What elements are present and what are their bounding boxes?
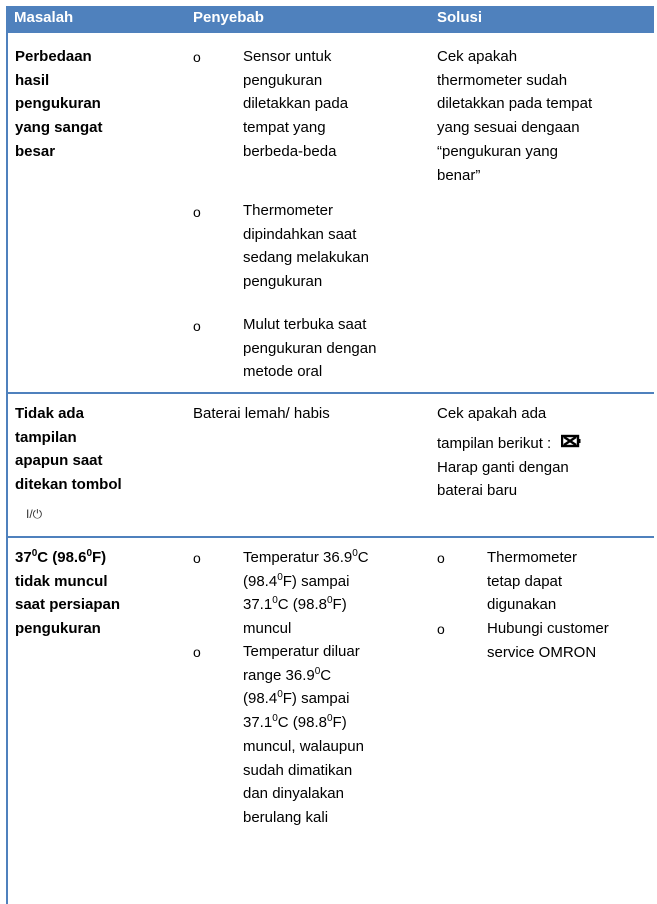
table-header <box>6 6 654 33</box>
solution-item: Hubungi customer service OMRON <box>487 620 609 661</box>
cause-item: Mulut terbuka saat pengukuran dengan metode oral <box>243 316 377 381</box>
cause-item: Temperatur 36.9$^0$C (98.4$^0$F) sampai 37.1$^0$C (98.8$^0$F) muncul <box>243 548 369 638</box>
battery-empty-icon <box>555 432 581 456</box>
header-masalah: Masalah <box>14 9 74 26</box>
bullet: o <box>193 318 201 334</box>
bullet: o <box>193 550 201 566</box>
header-solusi: Solusi <box>437 9 483 26</box>
header-penyebab: Penyebab <box>193 9 264 26</box>
table-row <box>6 538 654 904</box>
bullet: o <box>437 621 445 637</box>
bullet: o <box>193 204 201 220</box>
row1-masalah: Perbedaan hasil pengukuran yang sangat besar <box>15 48 103 160</box>
cause-item: Thermometer dipindahkan saat sedang melakukan pengukuran <box>243 202 369 291</box>
row2-penyebab: Baterai lemah/ habis <box>193 405 330 422</box>
cause-item: Sensor untuk pengukuran diletakkan pada tempat yang berbeda-beda <box>243 48 349 160</box>
row3-masalah: $37^0C$ (98.6$^0$F) tidak muncul saat persiapan pengukuran <box>15 548 121 638</box>
cause-item: Temperatur diluar range 36.9$^0$C (98.4$^0$F) sampai 37.1$^0$C (98.8$^0$F) muncul, walaupun sudah dimatikan dan dinyalakan berulang kali <box>243 643 364 826</box>
row1-solusi: Cek apakah thermometer sudah diletakkan pada tempat yang sesuai dengaan “pengukuran yang benar” <box>437 48 593 184</box>
table-row <box>6 33 654 392</box>
row2-masalah: Tidak ada tampilan apapun saat ditekan tombol <box>15 405 122 494</box>
power-button-icon: I/⏻ <box>26 507 43 521</box>
bullet: o <box>193 644 201 660</box>
row2-solusi: Cek apakah ada tampilan berikut : Harap ganti dengan baterai baru <box>437 402 581 503</box>
table-row <box>6 394 654 530</box>
solution-item: Thermometer tetap dapat digunakan <box>487 549 578 614</box>
bullet: o <box>193 49 201 65</box>
bullet: o <box>437 550 445 566</box>
